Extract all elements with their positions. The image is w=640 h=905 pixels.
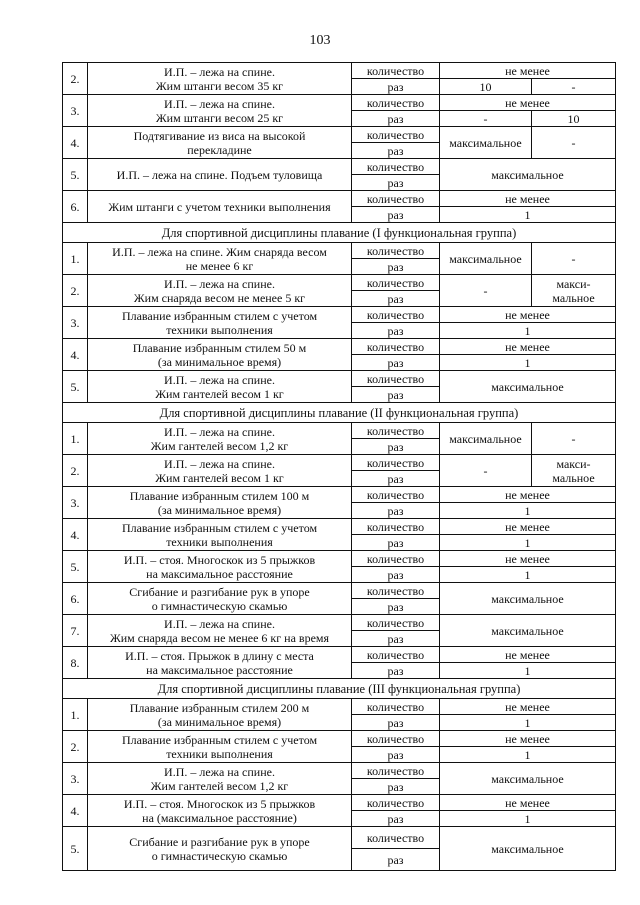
table-row bbox=[63, 519, 616, 535]
row-number: 1. bbox=[63, 699, 88, 731]
row-number: 3. bbox=[63, 763, 88, 795]
table-row bbox=[63, 731, 616, 747]
unit-label-top: количество bbox=[352, 551, 440, 567]
norm-women: макси- мальное bbox=[532, 455, 616, 487]
row-number: 5. bbox=[63, 827, 88, 871]
norm-men: максимальное bbox=[440, 127, 532, 159]
table-row bbox=[63, 243, 616, 259]
unit-label-top: количество bbox=[352, 647, 440, 663]
unit-label-bottom: раз bbox=[352, 355, 440, 371]
unit-label-top: количество bbox=[352, 423, 440, 439]
unit-label-bottom: раз bbox=[352, 471, 440, 487]
norm-header: не менее bbox=[440, 699, 616, 715]
row-number: 2. bbox=[63, 63, 88, 95]
row-number: 2. bbox=[63, 731, 88, 763]
table-row bbox=[63, 191, 616, 207]
unit-label-top: количество bbox=[352, 731, 440, 747]
norm-value: максимальное bbox=[440, 371, 616, 403]
norm-women: - bbox=[532, 423, 616, 455]
row-number: 6. bbox=[63, 583, 88, 615]
table-row bbox=[63, 551, 616, 567]
norm-men: 10 bbox=[440, 79, 532, 95]
exercise-name: И.П. – лежа на спине. Жим гантелей весом 1,2 кг bbox=[88, 423, 352, 455]
unit-label-bottom: раз bbox=[352, 79, 440, 95]
norm-value: 1 bbox=[440, 747, 616, 763]
row-number: 2. bbox=[63, 455, 88, 487]
unit-label-top: количество bbox=[352, 519, 440, 535]
section-heading: Для спортивной дисциплины плавание (II функциональная группа) bbox=[63, 403, 616, 423]
exercise-name: И.П. – лежа на спине. Жим гантелей весом 1,2 кг bbox=[88, 763, 352, 795]
row-number: 5. bbox=[63, 551, 88, 583]
unit-label-top: количество bbox=[352, 763, 440, 779]
unit-label-bottom: раз bbox=[352, 663, 440, 679]
row-number: 4. bbox=[63, 339, 88, 371]
unit-label-top: количество bbox=[352, 371, 440, 387]
norm-value: максимальное bbox=[440, 159, 616, 191]
table-row bbox=[63, 795, 616, 811]
unit-label-bottom: раз bbox=[352, 111, 440, 127]
unit-label-top: количество bbox=[352, 307, 440, 323]
row-number: 5. bbox=[63, 159, 88, 191]
table-row bbox=[63, 699, 616, 715]
row-number: 1. bbox=[63, 243, 88, 275]
exercise-name: И.П. – лежа на спине. Жим гантелей весом 1 кг bbox=[88, 371, 352, 403]
unit-label-top: количество bbox=[352, 243, 440, 259]
exercise-name: Плавание избранным стилем с учетом техники выполнения bbox=[88, 731, 352, 763]
unit-label-bottom: раз bbox=[352, 715, 440, 731]
page-number: 103 bbox=[309, 33, 331, 48]
exercise-name: Подтягивание из виса на высокой перекладине bbox=[88, 127, 352, 159]
unit-label-bottom: раз bbox=[352, 291, 440, 307]
unit-label-top: количество bbox=[352, 795, 440, 811]
norm-value: максимальное bbox=[440, 827, 616, 871]
table-row bbox=[63, 583, 616, 599]
unit-label-top: количество bbox=[352, 827, 440, 849]
table-row bbox=[63, 339, 616, 355]
section-heading: Для спортивной дисциплины плавание (I функциональная группа) bbox=[63, 223, 616, 243]
unit-label-top: количество bbox=[352, 191, 440, 207]
unit-label-bottom: раз bbox=[352, 259, 440, 275]
exercise-name: Плавание избранным стилем 200 м (за минимальное время) bbox=[88, 699, 352, 731]
unit-label-top: количество bbox=[352, 159, 440, 175]
norm-header: не менее bbox=[440, 731, 616, 747]
norm-value: 1 bbox=[440, 323, 616, 339]
norm-header: не менее bbox=[440, 551, 616, 567]
exercise-name: Плавание избранным стилем 100 м (за минимальное время) bbox=[88, 487, 352, 519]
unit-label-top: количество bbox=[352, 63, 440, 79]
norm-women: 10 bbox=[532, 111, 616, 127]
norm-value: максимальное bbox=[440, 583, 616, 615]
table-row bbox=[63, 423, 616, 439]
norm-women: - bbox=[532, 79, 616, 95]
norm-header: не менее bbox=[440, 95, 616, 111]
exercise-name: Плавание избранным стилем с учетом техники выполнения bbox=[88, 307, 352, 339]
unit-label-bottom: раз bbox=[352, 811, 440, 827]
exercise-name: И.П. – лежа на спине. Подъем туловища bbox=[88, 159, 352, 191]
norm-value: 1 bbox=[440, 207, 616, 223]
unit-label-top: количество bbox=[352, 487, 440, 503]
row-number: 8. bbox=[63, 647, 88, 679]
row-number: 4. bbox=[63, 519, 88, 551]
norm-value: 1 bbox=[440, 811, 616, 827]
norm-header: не менее bbox=[440, 339, 616, 355]
norm-value: 1 bbox=[440, 355, 616, 371]
exercise-name: И.П. – стоя. Многоскок из 5 прыжков на максимальное расстояние bbox=[88, 551, 352, 583]
unit-label-bottom: раз bbox=[352, 849, 440, 871]
norm-men: - bbox=[440, 275, 532, 307]
table-row bbox=[63, 647, 616, 663]
norm-value: 1 bbox=[440, 715, 616, 731]
unit-label-bottom: раз bbox=[352, 779, 440, 795]
norm-value: 1 bbox=[440, 567, 616, 583]
unit-label-top: количество bbox=[352, 455, 440, 471]
norm-header: не менее bbox=[440, 191, 616, 207]
unit-label-bottom: раз bbox=[352, 535, 440, 551]
unit-label-top: количество bbox=[352, 95, 440, 111]
section-row bbox=[63, 223, 616, 243]
row-number: 3. bbox=[63, 95, 88, 127]
section-heading: Для спортивной дисциплины плавание (III функциональная группа) bbox=[63, 679, 616, 699]
norms-table bbox=[62, 62, 616, 871]
norm-value: максимальное bbox=[440, 615, 616, 647]
norm-header: не менее bbox=[440, 795, 616, 811]
exercise-name: И.П. – лежа на спине. Жим снаряда весом не менее 6 кг на время bbox=[88, 615, 352, 647]
norm-women: - bbox=[532, 243, 616, 275]
unit-label-bottom: раз bbox=[352, 747, 440, 763]
exercise-name: Жим штанги с учетом техники выполнения bbox=[88, 191, 352, 223]
unit-label-top: количество bbox=[352, 615, 440, 631]
norm-header: не менее bbox=[440, 647, 616, 663]
norm-header: не менее bbox=[440, 307, 616, 323]
row-number: 3. bbox=[63, 307, 88, 339]
norm-header: не менее bbox=[440, 487, 616, 503]
unit-label-bottom: раз bbox=[352, 503, 440, 519]
row-number: 6. bbox=[63, 191, 88, 223]
norm-men: максимальное bbox=[440, 423, 532, 455]
norm-men: - bbox=[440, 455, 532, 487]
exercise-name: Плавание избранным стилем 50 м (за минимальное время) bbox=[88, 339, 352, 371]
row-number: 5. bbox=[63, 371, 88, 403]
unit-label-bottom: раз bbox=[352, 599, 440, 615]
row-number: 7. bbox=[63, 615, 88, 647]
unit-label-bottom: раз bbox=[352, 631, 440, 647]
table-row bbox=[63, 371, 616, 387]
unit-label-top: количество bbox=[352, 699, 440, 715]
row-number: 3. bbox=[63, 487, 88, 519]
norm-women: макси- мальное bbox=[532, 275, 616, 307]
norm-value: 1 bbox=[440, 503, 616, 519]
exercise-name: И.П. – лежа на спине. Жим снаряда весом не менее 5 кг bbox=[88, 275, 352, 307]
exercise-name: И.П. – стоя. Прыжок в длину с места на максимальное расстояние bbox=[88, 647, 352, 679]
table-row bbox=[63, 763, 616, 779]
exercise-name: Сгибание и разгибание рук в упоре о гимнастическую скамью bbox=[88, 827, 352, 871]
norm-value: 1 bbox=[440, 535, 616, 551]
norm-header: не менее bbox=[440, 63, 616, 79]
norm-men: - bbox=[440, 111, 532, 127]
section-row bbox=[63, 403, 616, 423]
section-row bbox=[63, 679, 616, 699]
exercise-name: И.П. – лежа на спине. Жим штанги весом 35 кг bbox=[88, 63, 352, 95]
exercise-name: Плавание избранным стилем с учетом техники выполнения bbox=[88, 519, 352, 551]
table-row bbox=[63, 307, 616, 323]
unit-label-bottom: раз bbox=[352, 207, 440, 223]
table-row bbox=[63, 275, 616, 291]
unit-label-top: количество bbox=[352, 583, 440, 599]
table-row bbox=[63, 827, 616, 849]
table-row bbox=[63, 95, 616, 111]
norm-women: - bbox=[532, 127, 616, 159]
table-row bbox=[63, 127, 616, 143]
exercise-name: И.П. – лежа на спине. Жим снаряда весом не менее 6 кг bbox=[88, 243, 352, 275]
unit-label-bottom: раз bbox=[352, 567, 440, 583]
table-row bbox=[63, 63, 616, 79]
exercise-name: Сгибание и разгибание рук в упоре о гимнастическую скамью bbox=[88, 583, 352, 615]
unit-label-bottom: раз bbox=[352, 439, 440, 455]
unit-label-bottom: раз bbox=[352, 175, 440, 191]
table-row bbox=[63, 455, 616, 471]
norm-value: 1 bbox=[440, 663, 616, 679]
row-number: 4. bbox=[63, 795, 88, 827]
row-number: 1. bbox=[63, 423, 88, 455]
norm-men: максимальное bbox=[440, 243, 532, 275]
table-row bbox=[63, 159, 616, 175]
unit-label-top: количество bbox=[352, 275, 440, 291]
exercise-name: И.П. – лежа на спине. Жим штанги весом 25 кг bbox=[88, 95, 352, 127]
norm-value: максимальное bbox=[440, 763, 616, 795]
unit-label-top: количество bbox=[352, 339, 440, 355]
table-row bbox=[63, 487, 616, 503]
norm-header: не менее bbox=[440, 519, 616, 535]
unit-label-top: количество bbox=[352, 127, 440, 143]
unit-label-bottom: раз bbox=[352, 143, 440, 159]
unit-label-bottom: раз bbox=[352, 323, 440, 339]
row-number: 4. bbox=[63, 127, 88, 159]
table-row bbox=[63, 615, 616, 631]
unit-label-bottom: раз bbox=[352, 387, 440, 403]
row-number: 2. bbox=[63, 275, 88, 307]
exercise-name: И.П. – лежа на спине. Жим гантелей весом 1 кг bbox=[88, 455, 352, 487]
exercise-name: И.П. – стоя. Многоскок из 5 прыжков на (максимальное расстояние) bbox=[88, 795, 352, 827]
